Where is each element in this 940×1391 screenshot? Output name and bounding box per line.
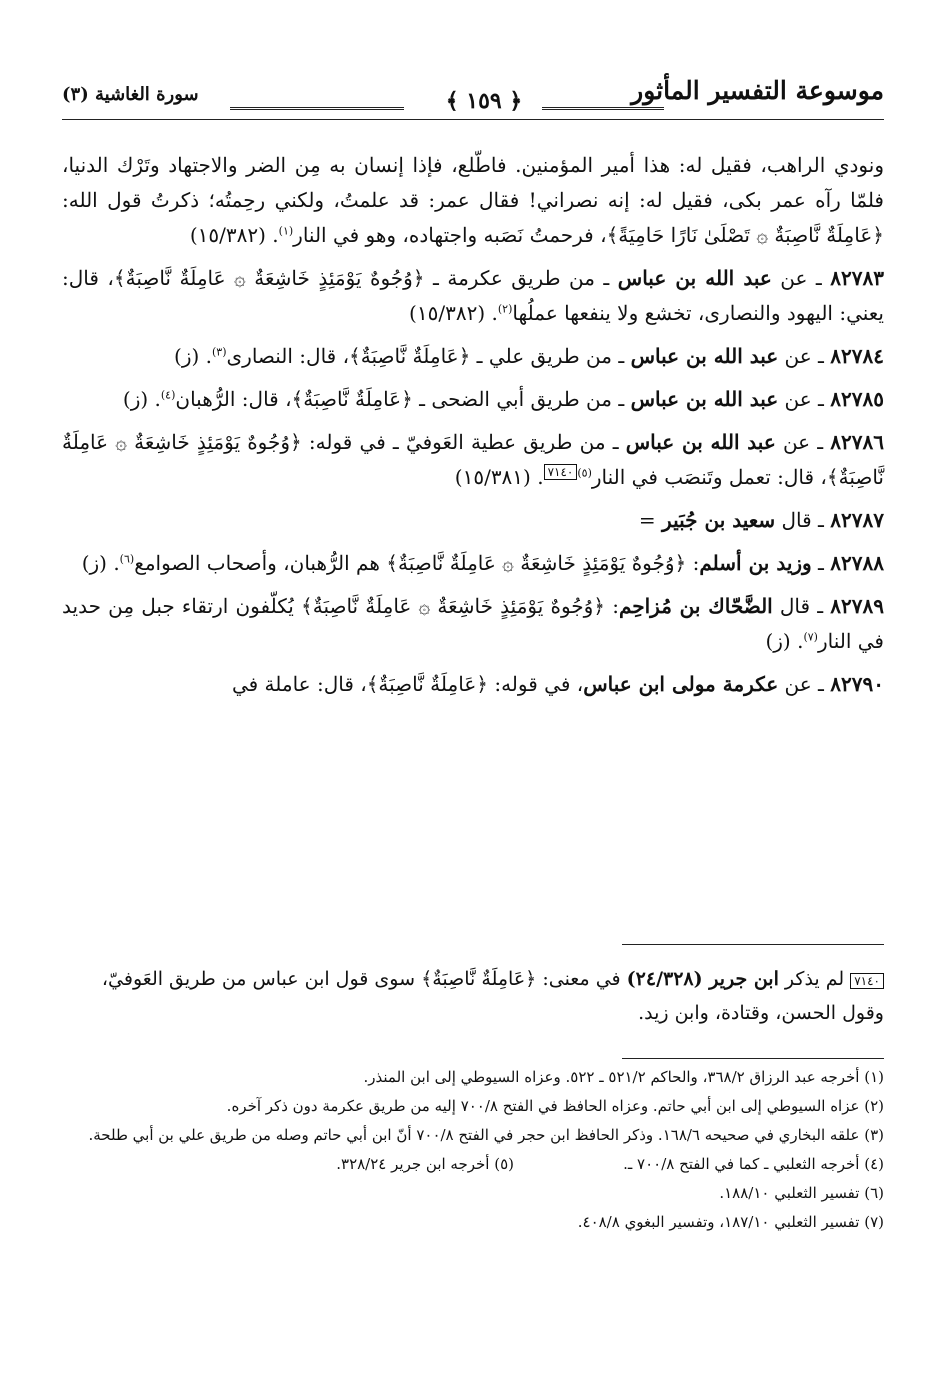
main-text <box>62 148 884 710</box>
header-rule-right <box>542 107 664 110</box>
footnote-marker: (٥) <box>577 466 592 480</box>
entry-end: . <box>113 551 120 575</box>
page-number: ﴾ ١٥٩ ﴿ <box>445 88 523 114</box>
entry-prefix: ـ قال <box>775 508 831 532</box>
footnote-6: (٦) تفسير الثعلبي ١٨٨/١٠. <box>719 1184 884 1202</box>
entry-after: ، قال: الرُّهبان <box>175 387 292 411</box>
narrator-name: وزيد بن أسلم <box>699 551 812 575</box>
entry-body: ـ من طريق أبي الضحى ـ <box>412 387 631 411</box>
entry-82785 <box>62 382 884 417</box>
entry-body: ـ من طريق عطية العَوفيّ ـ في قوله: <box>301 430 626 454</box>
entry-after: ، قال: يعني: اليهود والنصارى، تخشع ولا ينفعها عملُها <box>62 266 884 325</box>
intro-after: ، فرحمتُ نَصَبه واجتهاده، وهو في النار <box>293 223 607 247</box>
entry-number: ٨٢٧٨٥ <box>830 387 884 411</box>
entry-after: ، قال: عاملة في <box>231 672 367 696</box>
footnote-marker: (٢) <box>497 302 513 316</box>
entry-number: ٨٢٧٨٦ <box>830 430 885 454</box>
page-header <box>62 74 884 120</box>
entry-end: . <box>537 465 544 489</box>
entry-after: ، قال: النصارى <box>226 344 350 368</box>
entry-82784 <box>62 339 884 374</box>
entry-body: : <box>686 551 700 575</box>
entry-end: . <box>797 629 804 653</box>
entry-prefix: ـ قال <box>772 594 831 618</box>
surah-title: سورة الغاشية (٣) <box>62 84 199 105</box>
note-prefix: لم يذكر <box>778 968 851 990</box>
footnote-5: (٥) أخرجه ابن جرير ٣٢٨/٢٤. <box>336 1155 514 1173</box>
note-separator <box>622 944 884 945</box>
entry-prefix: ـ عن <box>778 344 831 368</box>
entry-number: ٨٢٧٨٩ <box>830 594 884 618</box>
entry-82787 <box>62 503 884 538</box>
narrator-name: عكرمة مولى ابن عباس <box>583 672 779 696</box>
entry-body: ، في قوله: <box>487 672 584 696</box>
entry-after: يُكلّفون ارتقاء جبل مِن حديد في النار <box>62 594 884 653</box>
footnote-marker: (٤) <box>160 388 176 402</box>
quran-quote: ﴿عَامِلَةٌ نَّاصِبَةٌ﴾ <box>366 672 488 696</box>
note-body: في معنى: <box>536 968 627 990</box>
entry-number: ٨٢٧٨٣ <box>830 266 884 290</box>
quran-quote: ﴿عَامِلَةٌ نَّاصِبَةٌ﴾ <box>349 344 471 368</box>
footnote-row <box>62 1151 884 1178</box>
narrator-name: سعيد بن جُبَير <box>662 508 776 532</box>
entry-prefix: ـ عن <box>775 430 831 454</box>
note-author: ابن جرير (٢٤/٣٢٨) <box>626 968 779 990</box>
footnote-2: (٢) عزاه السيوطي إلى ابن أبي حاتم. وعزاه الحافظ في الفتح ٧٠٠/٨ إليه من طريق عكرمة دون ذكر آخره. <box>226 1097 884 1115</box>
narrator-name: عبد الله بن عباس <box>625 430 776 454</box>
entry-body: = <box>638 508 663 532</box>
volume-reference: (ز) <box>122 387 149 411</box>
narrator-name: عبد الله بن عباس <box>630 387 779 411</box>
entry-82789 <box>62 589 884 659</box>
volume-reference: (ز) <box>174 344 200 368</box>
entry-number: ٨٢٧٨٨ <box>830 551 884 575</box>
footnote-marker: (١) <box>278 224 294 238</box>
entry-number: ٨٢٧٨٤ <box>830 344 884 368</box>
entry-number: ٨٢٧٨٧ <box>830 508 884 532</box>
narrator-name: الضَّحّاك بن مُزاحِم <box>618 594 773 618</box>
header-underline <box>62 119 884 120</box>
entry-82783 <box>62 261 884 331</box>
quran-quote: ﴿وُجُوهٌ يَوْمَئِذٍ خَاشِعَةٌ ۞ عَامِلَةٌ نَّاصِبَةٌ﴾ <box>301 594 606 618</box>
entry-prefix: ـ <box>811 551 831 575</box>
footnote-7: (٧) تفسير الثعلبي ١٨٧/١٠، وتفسير البغوي ٤٠٨/٨. <box>577 1213 884 1231</box>
quran-quote: ﴿وُجُوهٌ يَوْمَئِذٍ خَاشِعَةٌ ۞ عَامِلَةٌ نَّاصِبَةٌ﴾ <box>113 266 425 290</box>
volume-reference: (١٥/٣٨٢) <box>409 301 486 325</box>
entry-number: ٨٢٧٩٠ <box>830 672 884 696</box>
narrator-name: عبد الله بن عباس <box>617 266 772 290</box>
quran-quote: ﴿عَامِلَةٌ نَّاصِبَةٌ﴾ <box>291 387 413 411</box>
quran-quote: ﴿وُجُوهٌ يَوْمَئِذٍ خَاشِعَةٌ ۞ عَامِلَةٌ نَّاصِبَةٌ﴾ <box>62 430 884 489</box>
entry-82788 <box>62 546 884 581</box>
entry-82786 <box>62 425 884 495</box>
entry-prefix: ـ عن <box>771 266 831 290</box>
narrator-name: عبد الله بن عباس <box>630 344 779 368</box>
quran-quote: ﴿عَامِلَةٌ نَّاصِبَةٌ ۞ تَصْلَىٰ نَارًا حَامِيَةً﴾ <box>606 223 884 247</box>
footnote-3: (٣) علقه البخاري في صحيحه ١٦٨/٦. وذكر الحافظ ابن حجر في الفتح ٧٠٠/٨ أنّ ابن أبي حاتم وصله من طريق علي بن أبي طلحة. <box>88 1126 884 1144</box>
volume-reference: (ز) <box>81 551 107 575</box>
note-number-box: ٧١٤٠ <box>850 973 884 989</box>
entry-body: : <box>605 594 619 618</box>
footnote-marker: (٦) <box>119 552 135 566</box>
quran-quote: ﴿وُجُوهٌ يَوْمَئِذٍ خَاشِعَةٌ ۞ عَامِلَةٌ نَّاصِبَةٌ﴾ <box>386 551 687 575</box>
entry-after: هم الرُّهبان، وأصحاب الصوامع <box>134 551 387 575</box>
entry-82790 <box>62 667 884 702</box>
entry-end: . <box>205 344 212 368</box>
note-after: سوى قول ابن عباس من طريق العَوفيّ، وقول الحسن، وقتادة، وابن زيد. <box>101 968 884 1024</box>
footnote-1: (١) أخرجه عبد الرزاق ٣٦٨/٢، والحاكم ٥٢١/٢ ـ ٥٢٢. وعزاه السيوطي إلى ابن المنذر. <box>363 1068 884 1086</box>
quran-quote: ﴿عَامِلَةٌ نَّاصِبَةٌ﴾ <box>421 968 537 990</box>
footnote-4: (٤) أخرجه الثعلبي ـ كما في الفتح ٧٠٠/٨ ـ. <box>623 1155 884 1173</box>
note-reference-box[interactable]: ٧١٤٠ <box>544 464 578 480</box>
volume-reference: (ز) <box>765 629 791 653</box>
series-title: موسوعة التفسير المأثور <box>631 76 884 105</box>
footnote-marker: (٣) <box>212 345 227 359</box>
commentary-note <box>62 962 884 1030</box>
entry-after: ، قال: تعمل وتَنصَب في النار <box>591 465 827 489</box>
entry-end: . <box>154 387 161 411</box>
entry-prefix: ـ عن <box>778 672 831 696</box>
intro-paragraph: ونودي الراهب، فقيل له: هذا أمير المؤمنين. فاطّلع، فإذا إنسان به مِن الضر والاجتهاد وتَرْك الدنيا، فلمّا رآه عمر بكى، فقيل له: إنه نصراني! فقال عمر: قد علمتُ، ولكني رحِمتُه؛ ذكرتُ قول الله: ﴿عَامِلَةٌ نَّاصِبَةٌ ۞ تَصْلَىٰ نَارًا حَامِيَةً﴾، فرحمتُ نَصَبه واجتهاده، وهو في النار$^{(١)}$. (١٥/٣٨٢) <box>62 153 884 247</box>
volume-reference: (١٥/٣٨٢) <box>189 223 266 247</box>
header-rule-left <box>230 107 404 110</box>
entry-end: . <box>491 301 498 325</box>
entry-prefix: ـ عن <box>778 387 831 411</box>
intro-text: ونودي الراهب، فقيل له: هذا أمير المؤمنين. فاطّلع، فإذا إنسان به مِن الضر والاجتهاد وتَرْك الدنيا، فلمّا رآه عمر بكى، فقيل له: إنه نصراني! فقال عمر: قد علمتُ، ولكني رحِمتُه؛ ذكرتُ قول الله: <box>62 153 884 212</box>
footnote-separator <box>622 1058 884 1059</box>
entry-body: ـ من طريق علي ـ <box>470 344 631 368</box>
volume-reference: (١٥/٣٨١) <box>454 465 531 489</box>
footnotes <box>62 1064 884 1238</box>
entry-body: ـ من طريق عكرمة ـ <box>424 266 618 290</box>
footnote-marker: (٧) <box>803 630 818 644</box>
